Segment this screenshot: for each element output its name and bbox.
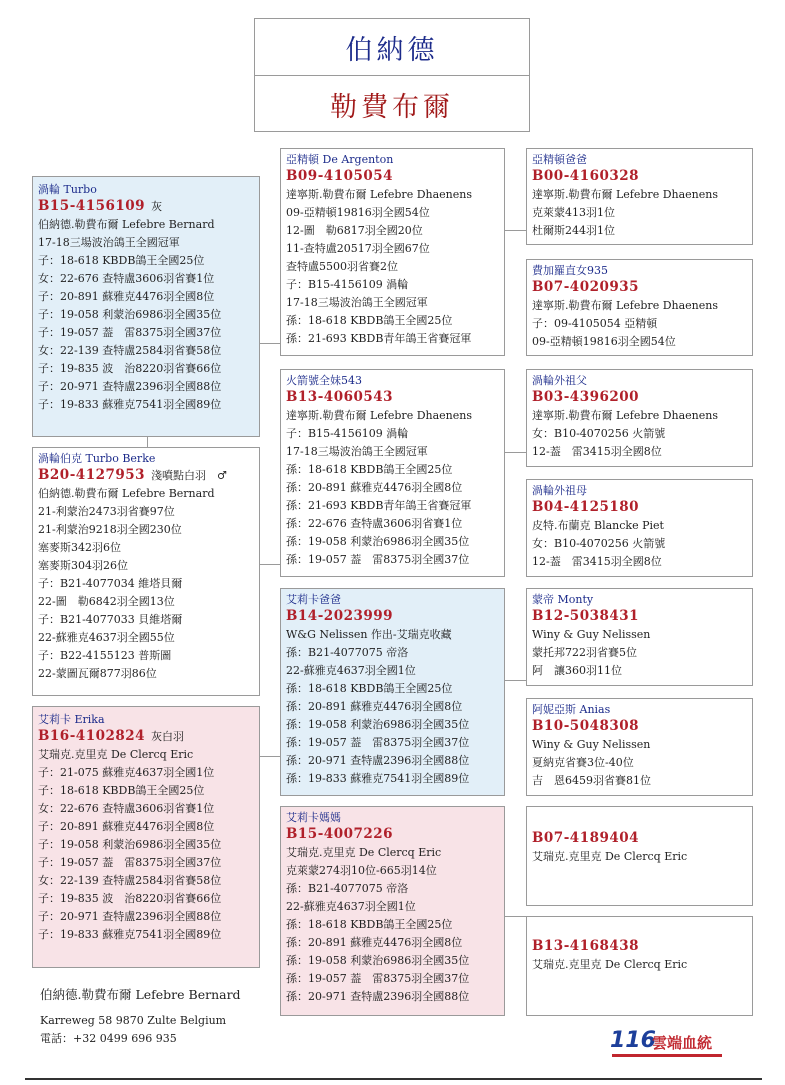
detail-line: 皮特.布蘭克 Blancke Piet — [532, 519, 664, 532]
detail-line: 子：18-618 KBDB鴿王全國25位 — [38, 254, 205, 267]
sire-card — [32, 447, 260, 696]
detail-line: 女：22-676 查特盧3606羽省賽1位 — [38, 272, 215, 285]
ggp-name: 費加羅直女935 — [532, 264, 608, 277]
detail-line: 孫：20-971 查特盧2396羽全國88位 — [286, 754, 470, 767]
detail-line: 子：20-971 查特盧2396羽全國88位 — [38, 910, 222, 923]
detail-line: 達寧斯.勒費布爾 Lefebre Dhaenens — [532, 409, 718, 422]
gp-details — [286, 407, 499, 569]
granddam-maternal-card — [280, 806, 505, 1016]
ring-number: B16-4102824 — [38, 728, 146, 744]
subject-color: 灰 — [151, 200, 163, 213]
detail-line: 孫：19-058 利蒙治6986羽全國35位 — [286, 718, 470, 731]
detail-line: 子：19-835 波 治8220羽省賽66位 — [38, 362, 222, 375]
connector — [505, 916, 526, 917]
gp-ring: B15-4007226 — [286, 826, 394, 842]
detail-line: 孫：19-057 葢 雷8375羽全國37位 — [286, 972, 470, 985]
owner-name: 伯納德.勒費布爾 Lefebre Bernard — [40, 987, 241, 1002]
detail-line: 子：20-971 查特盧2396羽全國88位 — [38, 380, 222, 393]
detail-line: 子：19-057 葢 雷8375羽全國37位 — [38, 326, 222, 339]
detail-line: 艾瑞克.克里克 De Clercq Eric — [532, 850, 688, 863]
ggp-name: 渦輪外祖父 — [532, 374, 587, 387]
great-grandparent-card — [526, 479, 753, 577]
subject-name: 渦輪 Turbo — [38, 183, 97, 196]
ggp-ring: B00-4160328 — [532, 168, 640, 184]
ggp-details — [532, 956, 747, 974]
ggp-details — [532, 517, 747, 571]
detail-line: 子：B21-4077034 維塔貝爾 — [38, 577, 183, 590]
detail-line: 女：22-139 查特盧2584羽省賽58位 — [38, 344, 222, 357]
connector — [260, 756, 280, 757]
ggp-details — [532, 186, 747, 240]
detail-line: 子：19-057 葢 雷8375羽全國37位 — [38, 856, 222, 869]
detail-line: 孫：18-618 KBDB鴿王全國25位 — [286, 682, 453, 695]
detail-line: 17-18三場波治鴿王全國冠軍 — [286, 445, 428, 458]
detail-line: 孫：18-618 KBDB鴿王全國25位 — [286, 918, 453, 931]
detail-line: 22-蘇雅克4637羽全國55位 — [38, 631, 175, 644]
ggp-details — [532, 297, 747, 351]
detail-line: 子：B21-4077033 貝維塔爾 — [38, 613, 183, 626]
detail-line: 艾瑞克.克里克 De Clercq Eric — [286, 846, 442, 859]
detail-line: 孫：21-693 KBDB青年鴿王省賽冠軍 — [286, 499, 472, 512]
great-grandparent-card — [526, 369, 753, 467]
connector — [505, 452, 526, 453]
subject-details — [38, 216, 254, 414]
gp-ring: B09-4105054 — [286, 168, 394, 184]
detail-line: 22-蒙圖瓦爾877羽86位 — [38, 667, 157, 680]
ggp-name: 渦輪外祖母 — [532, 484, 587, 497]
ggp-ring: B07-4189404 — [532, 830, 640, 846]
ggp-ring: B07-4020935 — [532, 279, 640, 295]
owner-address: Karreweg 58 9870 Zulte Belgium — [40, 1014, 227, 1027]
detail-line: 孫：19-833 蘇雅克7541羽全國89位 — [286, 772, 470, 785]
detail-line: 孫：18-618 KBDB鴿王全國25位 — [286, 463, 453, 476]
detail-line: 孫：19-058 利蒙治6986羽全國35位 — [286, 535, 470, 548]
detail-line: 吉 恩6459羽省賽81位 — [532, 774, 651, 787]
detail-line: 子：21-075 蘇雅克4637羽全國1位 — [38, 766, 215, 779]
ggp-ring: B03-4396200 — [532, 389, 640, 405]
title-box — [254, 18, 530, 132]
detail-line: 22-蘇雅克4637羽全國1位 — [286, 664, 416, 677]
detail-line: 22-蘇雅克4637羽全國1位 — [286, 900, 416, 913]
ggp-details — [532, 626, 747, 680]
detail-line: 子：09-4105054 亞精頓 — [532, 317, 658, 330]
granddam-paternal-card — [280, 369, 505, 577]
detail-line: 子：20-891 蘇雅克4476羽全國8位 — [38, 820, 215, 833]
gp-name: 火箭號全妹543 — [286, 374, 362, 387]
bottom-divider — [25, 1078, 762, 1080]
detail-line: 達寧斯.勒費布爾 Lefebre Dhaenens — [532, 299, 718, 312]
great-grandparent-card — [526, 698, 753, 796]
detail-line: 17-18三場波治鴿王全國冠軍 — [38, 236, 180, 249]
detail-line: 女：22-139 查特盧2584羽省賽58位 — [38, 874, 222, 887]
detail-line: 子：18-618 KBDB鴿王全國25位 — [38, 784, 205, 797]
detail-line: 達寧斯.勒費布爾 Lefebre Dhaenens — [286, 409, 472, 422]
connector — [260, 343, 280, 344]
detail-line: 孫：B21-4077075 帝洛 — [286, 882, 409, 895]
detail-line: 09-亞精頓19816羽全國54位 — [532, 335, 676, 348]
connector — [147, 437, 148, 447]
great-grandparent-card — [526, 588, 753, 686]
sire-color: 淺噴點白羽 ♂ — [151, 469, 227, 482]
logo-underline — [612, 1054, 722, 1057]
gp-ring: B13-4060543 — [286, 389, 394, 405]
ring-number: B15-4156109 — [38, 198, 146, 214]
logo-text: 雲端血統 — [652, 1034, 713, 1052]
sire-details — [38, 485, 254, 683]
detail-line: 克萊蒙274羽10位-665羽14位 — [286, 864, 437, 877]
detail-line: 蒙托邦722羽省賽5位 — [532, 646, 637, 659]
gp-name: 亞精頓 De Argenton — [286, 153, 394, 166]
grandsire-maternal-card — [280, 588, 505, 796]
ggp-details — [532, 848, 747, 866]
detail-line: 孫：19-058 利蒙治6986羽全國35位 — [286, 954, 470, 967]
detail-line: 子：19-058 利蒙治6986羽全國35位 — [38, 838, 222, 851]
detail-line: 09-亞精頓19816羽全國54位 — [286, 206, 430, 219]
detail-line: 子：19-058 利蒙治6986羽全國35位 — [38, 308, 222, 321]
dam-color: 灰白羽 — [151, 730, 185, 743]
detail-line: 22-圖 勒6842羽全國13位 — [38, 595, 175, 608]
sire-name: 渦輪伯克 Turbo Berke — [38, 452, 156, 465]
grandsire-paternal-card — [280, 148, 505, 356]
ggp-name: 阿妮亞斯 Anias — [532, 703, 611, 716]
logo-number: 116 — [610, 1028, 656, 1053]
subject-card — [32, 176, 260, 437]
detail-line: 孫：19-057 葢 雷8375羽全國37位 — [286, 736, 470, 749]
detail-line: 孫：18-618 KBDB鴿王全國25位 — [286, 314, 453, 327]
ggp-ring: B12-5038431 — [532, 608, 640, 624]
detail-line: 孫：B21-4077075 帝洛 — [286, 646, 409, 659]
dam-card — [32, 706, 260, 968]
detail-line: 17-18三場波治鴿王全國冠軍 — [286, 296, 428, 309]
great-grandparent-card — [526, 259, 753, 356]
detail-line: 孫：20-971 查特盧2396羽全國88位 — [286, 990, 470, 1003]
title-last-name: 勒費布爾 — [330, 91, 454, 123]
connector — [505, 680, 526, 681]
detail-line: 塞麥斯304羽26位 — [38, 559, 128, 572]
detail-line: 子：19-833 蘇雅克7541羽全國89位 — [38, 398, 222, 411]
detail-line: 子：B15-4156109 渦輪 — [286, 278, 409, 291]
title-first-name: 伯納德 — [255, 19, 529, 76]
detail-line: 伯納德.勒費布爾 Lefebre Bernard — [38, 487, 215, 500]
detail-line: 11-查特盧20517羽全國67位 — [286, 242, 430, 255]
gp-details — [286, 186, 499, 348]
ggp-details — [532, 736, 747, 790]
great-grandparent-card — [526, 916, 753, 1016]
great-grandparent-card — [526, 806, 753, 906]
detail-line: 孫：20-891 蘇雅克4476羽全國8位 — [286, 700, 463, 713]
detail-line: 12-葢 雷3415羽全國8位 — [532, 555, 662, 568]
detail-line: 艾瑞克.克里克 De Clercq Eric — [38, 748, 194, 761]
detail-line: 孫：22-676 查特盧3606羽省賽1位 — [286, 517, 463, 530]
detail-line: 女：22-676 查特盧3606羽省賽1位 — [38, 802, 215, 815]
detail-line: W&G Nelissen 作出-艾瑞克收藏 — [286, 628, 452, 641]
ggp-ring: B04-4125180 — [532, 499, 640, 515]
detail-line: 塞麥斯342羽6位 — [38, 541, 121, 554]
detail-line: 女：B10-4070256 火箭號 — [532, 537, 666, 550]
detail-line: 夏納克省賽3位-40位 — [532, 756, 634, 769]
gp-name: 艾莉卡爸爸 — [286, 593, 341, 606]
detail-line: 21-利蒙治2473羽省賽97位 — [38, 505, 175, 518]
owner-phone: 電話：+32 0499 696 935 — [40, 1032, 177, 1045]
detail-line: 子：B22-4155123 普斯圖 — [38, 649, 172, 662]
detail-line: 達寧斯.勒費布爾 Lefebre Dhaenens — [532, 188, 718, 201]
detail-line: 克萊蒙413羽1位 — [532, 206, 615, 219]
detail-line: 孫：20-891 蘇雅克4476羽全國8位 — [286, 481, 463, 494]
dam-details — [38, 746, 254, 944]
connector — [260, 564, 280, 565]
subject-ring — [38, 197, 254, 216]
detail-line: 子：20-891 蘇雅克4476羽全國8位 — [38, 290, 215, 303]
gp-details — [286, 844, 499, 1006]
gp-ring: B14-2023999 — [286, 608, 394, 624]
detail-line: 子：B15-4156109 渦輪 — [286, 427, 409, 440]
detail-line: 21-利蒙治9218羽全國230位 — [38, 523, 182, 536]
detail-line: 艾瑞克.克里克 De Clercq Eric — [532, 958, 688, 971]
ring-number: B20-4127953 — [38, 467, 146, 483]
detail-line: 達寧斯.勒費布爾 Lefebre Dhaenens — [286, 188, 472, 201]
owner-info — [40, 986, 260, 1048]
detail-line: 查特盧5500羽省賽2位 — [286, 260, 398, 273]
detail-line: 孫：19-057 葢 雷8375羽全國37位 — [286, 553, 470, 566]
detail-line: 杜爾斯244羽1位 — [532, 224, 615, 237]
ggp-ring: B13-4168438 — [532, 938, 640, 954]
detail-line: 孫：21-693 KBDB青年鴿王省賽冠軍 — [286, 332, 472, 345]
detail-line: 12-圖 勒6817羽全國20位 — [286, 224, 423, 237]
gp-name: 艾莉卡媽媽 — [286, 811, 341, 824]
connector — [505, 230, 526, 231]
detail-line: Winy & Guy Nelissen — [532, 738, 651, 751]
dam-name: 艾莉卡 Erika — [38, 713, 105, 726]
brand-logo — [610, 1028, 740, 1058]
ggp-name: 蒙帝 Monty — [532, 593, 594, 606]
great-grandparent-card — [526, 148, 753, 245]
ggp-name: 亞精頓爸爸 — [532, 153, 587, 166]
detail-line: 子：19-835 波 治8220羽省賽66位 — [38, 892, 222, 905]
sire-ring — [38, 466, 254, 485]
dam-ring — [38, 727, 254, 746]
detail-line: 阿 讓360羽11位 — [532, 664, 622, 677]
ggp-details — [532, 407, 747, 461]
detail-line: 伯納德.勒費布爾 Lefebre Bernard — [38, 218, 215, 231]
detail-line: 女：B10-4070256 火箭號 — [532, 427, 666, 440]
ggp-ring: B10-5048308 — [532, 718, 640, 734]
gp-details — [286, 626, 499, 788]
detail-line: 12-葢 雷3415羽全國8位 — [532, 445, 662, 458]
detail-line: 子：19-833 蘇雅克7541羽全國89位 — [38, 928, 222, 941]
detail-line: Winy & Guy Nelissen — [532, 628, 651, 641]
detail-line: 孫：20-891 蘇雅克4476羽全國8位 — [286, 936, 463, 949]
